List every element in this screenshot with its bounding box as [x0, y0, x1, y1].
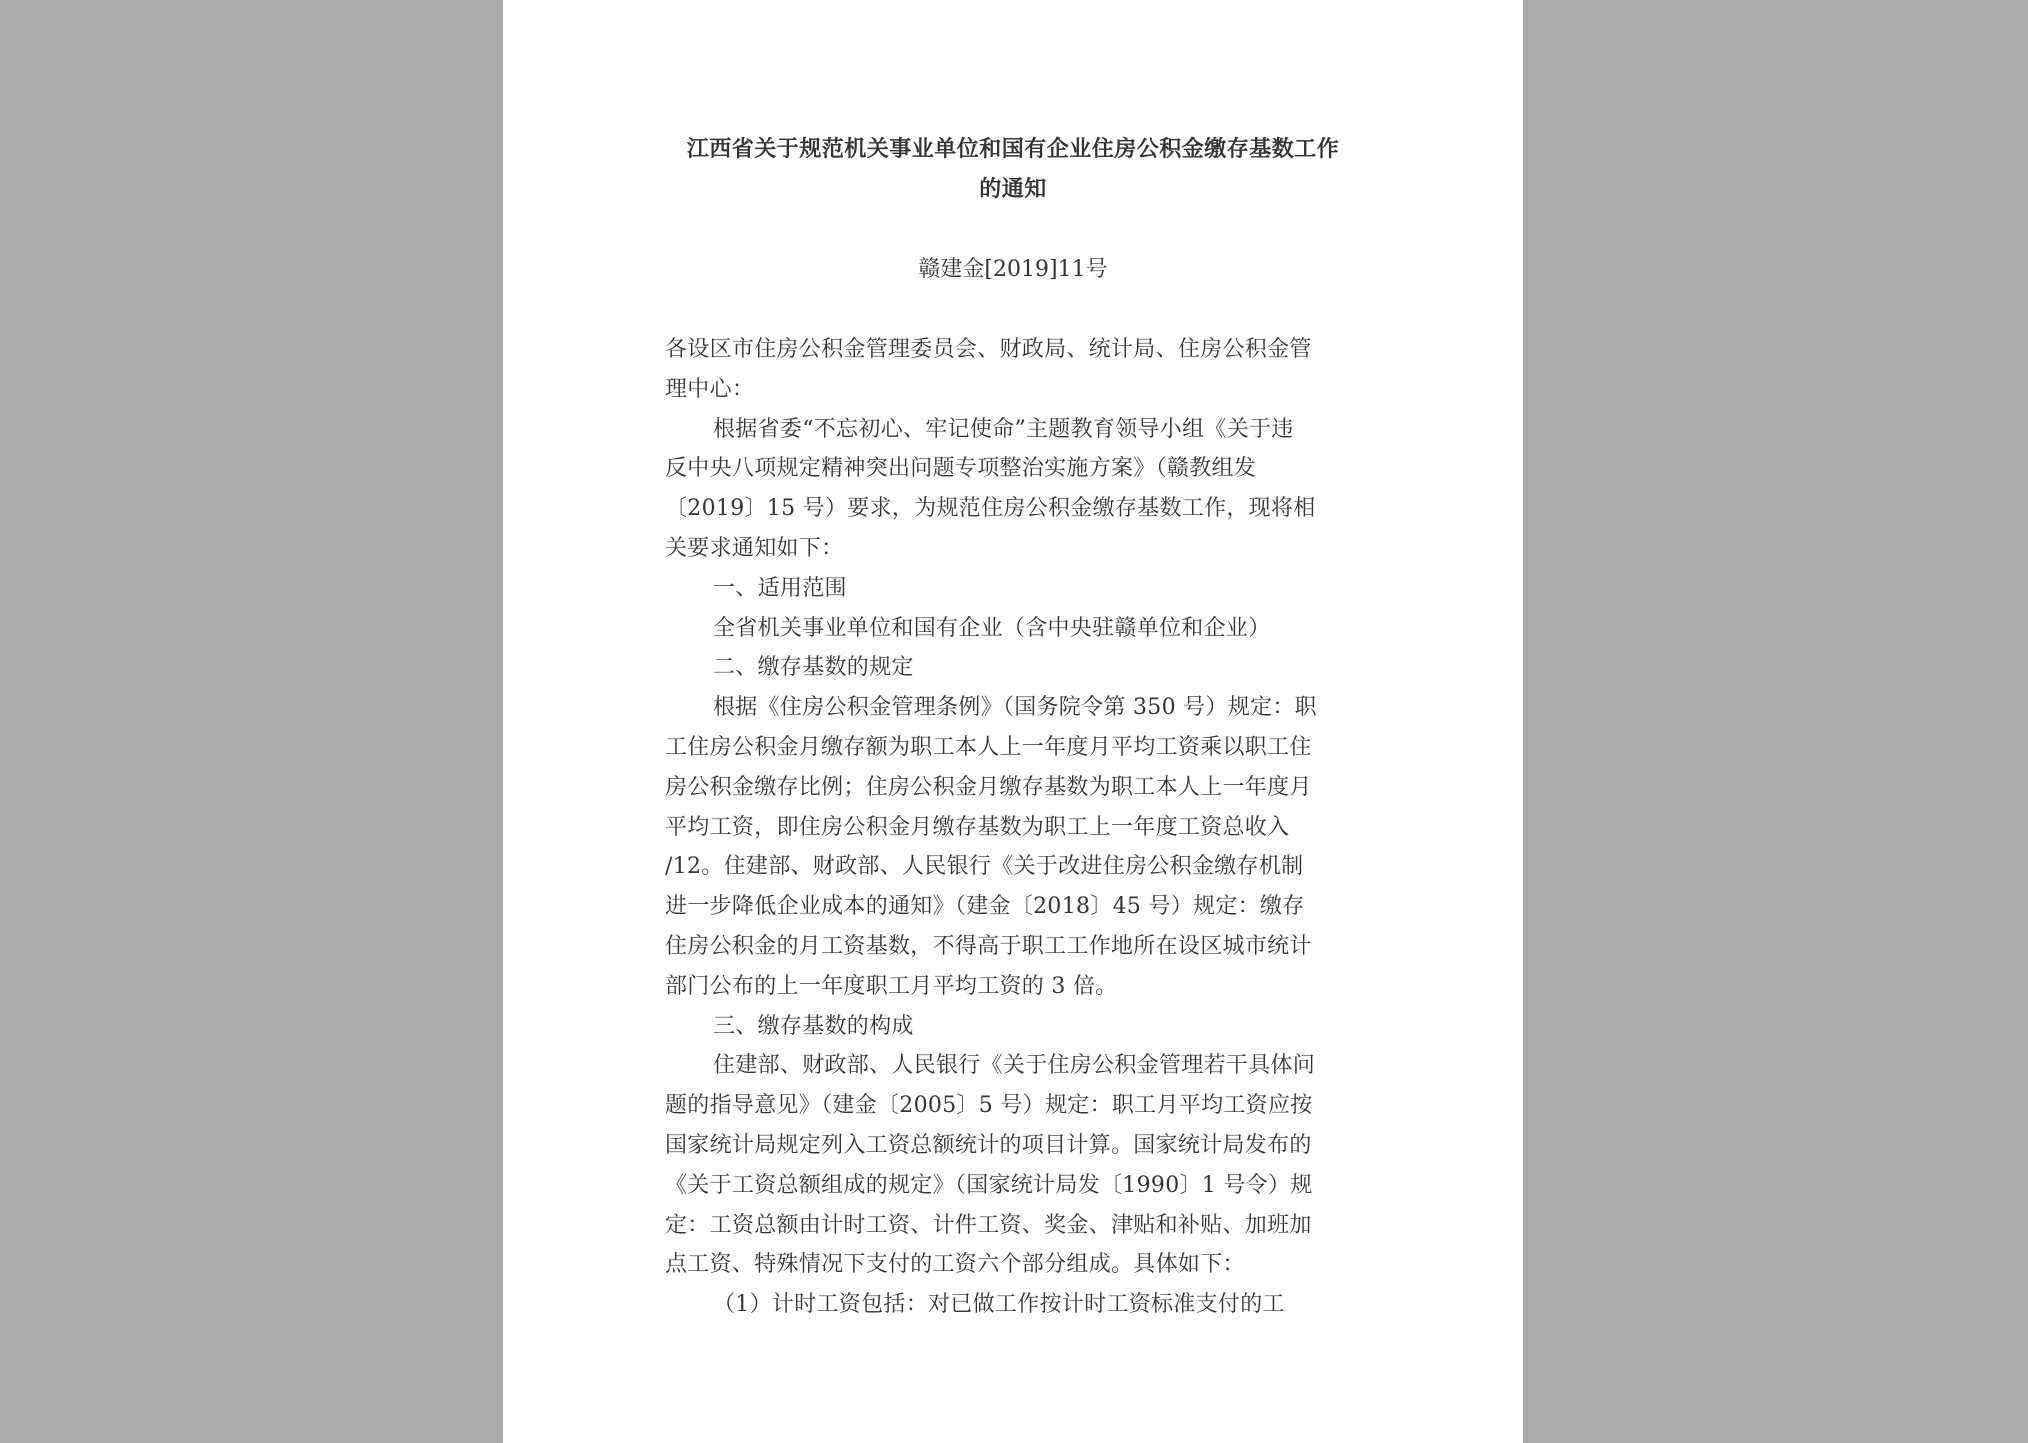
document-title-line-1: 江西省关于规范机关事业单位和国有企业住房公积金缴存基数工作: [686, 136, 1340, 162]
body-line: 国家统计局规定列入工资总额统计的项目计算。国家统计局发布的: [665, 1133, 1312, 1158]
body-line: 二、缴存基数的规定: [713, 655, 914, 681]
body-line: （1）计时工资包括：对已做工作按计时工资标准支付的工: [713, 1292, 1285, 1318]
body-line: 定：工资总额由计时工资、计件工资、奖金、津贴和补贴、加班加: [665, 1212, 1312, 1238]
body-line: 部门公布的上一年度职工月平均工资的 3 倍。: [665, 973, 1118, 999]
body-line: 根据省委“不忘初心、牢记使命”主题教育领导小组《关于违: [713, 416, 1294, 442]
body-line: 平均工资，即住房公积金月缴存基数为职工上一年度工资总收入: [665, 814, 1290, 840]
document-title-line-2: 的通知: [979, 176, 1047, 202]
body-line: 〔2019〕15 号）要求，为规范住房公积金缴存基数工作，现将相: [665, 496, 1316, 522]
body-line: 工住房公积金月缴存额为职工本人上一年度月平均工资乘以职工住: [665, 735, 1312, 760]
body-line: 一、适用范围: [713, 575, 847, 601]
document-page: [503, 0, 1523, 1443]
body-line: 房公积金缴存比例；住房公积金月缴存基数为职工本人上一年度月: [665, 774, 1312, 800]
body-line: 全省机关事业单位和国有企业（含中央驻赣单位和企业）: [713, 615, 1271, 641]
body-line: 住建部、财政部、人民银行《关于住房公积金管理若干具体问: [713, 1053, 1316, 1079]
body-line: 题的指导意见》（建金〔2005〕5 号）规定：职工月平均工资应按: [665, 1093, 1313, 1119]
body-line: 各设区市住房公积金管理委员会、财政局、统计局、住房公积金管: [665, 337, 1312, 362]
body-line: 根据《住房公积金管理条例》（国务院令第 350 号）规定：职: [713, 695, 1317, 721]
body-line: 住房公积金的月工资基数，不得高于职工工作地所在设区城市统计: [665, 934, 1312, 959]
body-line: /12。住建部、财政部、人民银行《关于改进住房公积金缴存机制: [665, 854, 1304, 880]
body-line: 关要求通知如下：: [665, 536, 844, 561]
body-line: 三、缴存基数的构成: [713, 1013, 914, 1039]
body-line: 反中央八项规定精神突出问题专项整治实施方案》（赣教组发: [665, 456, 1257, 482]
body-line: 《关于工资总额组成的规定》（国家统计局发〔1990〕1 号令）规: [665, 1172, 1313, 1198]
body-line: 理中心：: [665, 376, 755, 402]
body-line: 点工资、特殊情况下支付的工资六个部分组成。具体如下：: [665, 1252, 1245, 1278]
document-number: 赣建金[2019]11号: [918, 257, 1108, 282]
body-line: 进一步降低企业成本的通知》（建金〔2018〕45 号）规定：缴存: [665, 894, 1305, 920]
